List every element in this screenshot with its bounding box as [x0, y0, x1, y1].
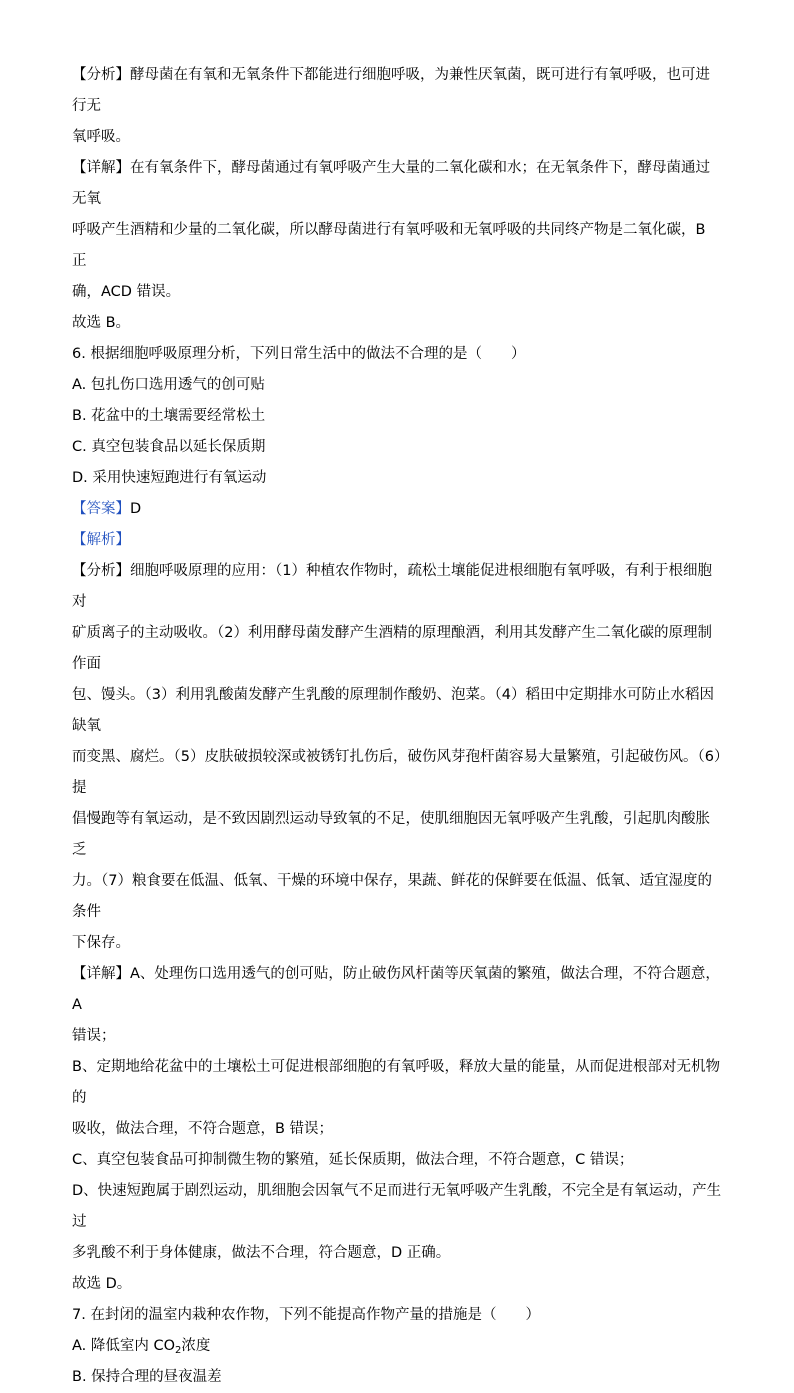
q6-analysis-line-1: 细胞呼吸原理的应用：（1）种植农作物时，疏松土壤能促进根细胞有氧呼吸，有利于根细胞对 [72, 563, 712, 610]
q6-analysis-line-5: 倡慢跑等有氧运动，是不致因剧烈运动导致氧的不足，使肌细胞因无氧呼吸产生乳酸，引起肌肉酸胀乏 [72, 811, 710, 858]
q6-answer [72, 494, 722, 525]
q7-option-b: B. 保持合理的昼夜温差 [72, 1369, 222, 1385]
detail-tag: 【详解】 [72, 966, 130, 982]
q6-detail-b-line-1: B、定期地给花盆中的土壤松土可促进根部细胞的有氧呼吸，释放大量的能量，从而促进根部对无机物的 [72, 1059, 720, 1106]
q6-detail-d [72, 1176, 722, 1269]
q6-detail-c: C、真空包装食品可抑制微生物的繁殖，延长保质期，做法合理，不符合题意，C 错误； [72, 1152, 634, 1168]
q6-detail-a [72, 959, 722, 1052]
q6-detail-b [72, 1052, 722, 1145]
q5-detail-line-3: 确，ACD 错误。 [72, 284, 181, 300]
q6-analysis-line-6: 力。（7）粮食要在低温、低氧、干燥的环境中保存，果蔬、鲜花的保鲜要在低温、低氧、适宜湿度的条件 [72, 873, 712, 920]
q6-detail-b-line-2: 吸收，做法合理，不符合题意，B 错误； [72, 1121, 334, 1137]
analysis-tag: 【分析】 [72, 563, 130, 579]
q6-detail-a-line-1: A、处理伤口选用透气的创可贴，防止破伤风杆菌等厌氧菌的繁殖，做法合理，不符合题意，A [72, 966, 720, 1013]
co2-subscript: 2 [175, 1345, 182, 1356]
q6-option-d: D. 采用快速短跑进行有氧运动 [72, 470, 267, 486]
q7-stem: 7. 在封闭的温室内栽种农作物，下列不能提高作物产量的措施是（ ） [72, 1307, 540, 1323]
q7-option-a-suffix: 浓度 [181, 1338, 211, 1354]
q5-choice: 故选 B。 [72, 315, 131, 331]
q6-option-a: A. 包扎伤口选用透气的创可贴 [72, 377, 265, 393]
q6-detail-a-line-2: 错误； [72, 1028, 116, 1044]
q5-detail-line-1: 在有氧条件下，酵母菌通过有氧呼吸产生大量的二氧化碳和水；在无氧条件下，酵母菌通过无氧 [72, 160, 710, 207]
q6-analysis-paragraph [72, 556, 722, 959]
q7-option-a-prefix: A. 降低室内 CO [72, 1338, 176, 1354]
q5-analysis-paragraph [72, 60, 722, 153]
analysis-tag: 【分析】 [72, 67, 130, 83]
q6-detail-d-line-2: 多乳酸不利于身体健康，做法不合理，符合题意，D 正确。 [72, 1245, 451, 1261]
q6-stem: 6. 根据细胞呼吸原理分析，下列日常生活中的做法不合理的是（ ） [72, 346, 526, 362]
q6-analysis-line-4: 而变黑、腐烂。（5）皮肤破损较深或被锈钉扎伤后，破伤风芽孢杆菌容易大量繁殖，引起破伤风。（6）提 [72, 749, 722, 796]
q6-analysis-line-2: 矿质离子的主动吸收。（2）利用酵母菌发酵产生酒精的原理酿酒，利用其发酵产生二氧化碳的原理制作面 [72, 625, 712, 672]
answer-tag: 【答案】 [72, 501, 130, 517]
q5-detail-paragraph [72, 153, 722, 308]
q6-explanation-tag: 【解析】 [72, 532, 130, 548]
q6-choice: 故选 D。 [72, 1276, 132, 1292]
document-page [72, 60, 722, 1393]
detail-tag: 【详解】 [72, 160, 130, 176]
q5-analysis-line-1: 酵母菌在有氧和无氧条件下都能进行细胞呼吸，为兼性厌氧菌，既可进行有氧呼吸，也可进行无 [72, 67, 710, 114]
q5-detail-line-2: 呼吸产生酒精和少量的二氧化碳，所以酵母菌进行有氧呼吸和无氧呼吸的共同终产物是二氧化碳，B 正 [72, 222, 706, 269]
answer-value: D [130, 501, 142, 517]
q6-analysis-line-3: 包、馒头。（3）利用乳酸菌发酵产生乳酸的原理制作酸奶、泡菜。（4）稻田中定期排水可防止水稻因缺氧 [72, 687, 714, 734]
q5-analysis-line-2: 氧呼吸。 [72, 129, 130, 145]
q6-analysis-line-7: 下保存。 [72, 935, 130, 951]
q7-option-a [72, 1331, 722, 1362]
q6-detail-d-line-1: D、快速短跑属于剧烈运动，肌细胞会因氧气不足而进行无氧呼吸产生乳酸，不完全是有氧运动，产生过 [72, 1183, 722, 1230]
q6-option-b: B. 花盆中的土壤需要经常松土 [72, 408, 266, 424]
q6-option-c: C. 真空包装食品以延长保质期 [72, 439, 266, 455]
